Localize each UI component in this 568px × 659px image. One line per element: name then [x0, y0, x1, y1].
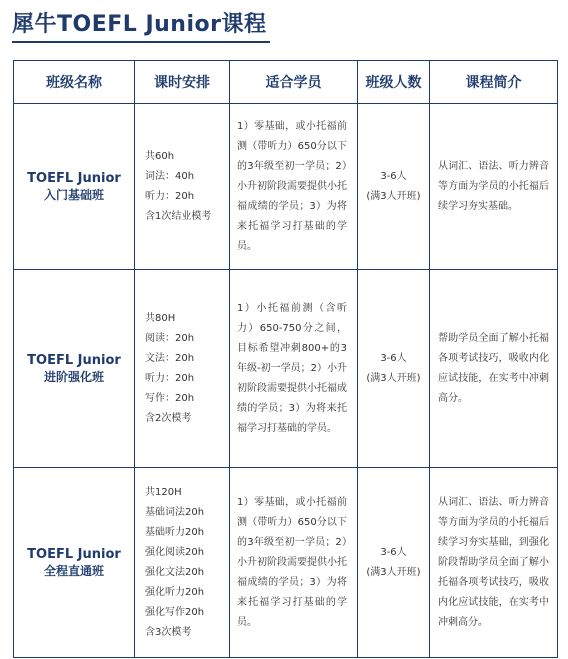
title-underline [12, 41, 270, 43]
schedule-line: 阅读：20h [145, 332, 195, 344]
schedule-line: 含3次模考 [145, 626, 192, 638]
schedule-cell [135, 270, 230, 468]
schedule-line: 含1次结业模考 [145, 210, 212, 222]
schedule-cell [135, 104, 230, 270]
class-size-cell [358, 468, 430, 658]
schedule-line: 共80H [145, 312, 176, 324]
header-class-name: 班级名称 [14, 61, 135, 104]
class-name-en: TOEFL Junior [27, 352, 121, 368]
schedule-line: 词法：40h [145, 170, 195, 182]
header-schedule: 课时安排 [135, 61, 230, 104]
class-size-note: (满3人开班) [366, 372, 421, 384]
schedule-line: 听力：20h [145, 190, 195, 202]
schedule-line: 强化写作20h [145, 606, 205, 618]
schedule-line: 写作：20h [145, 392, 195, 404]
schedule-line: 强化阅读20h [145, 546, 205, 558]
class-size-cell [358, 270, 430, 468]
header-students: 适合学员 [230, 61, 358, 104]
class-name-cn: 进阶强化班 [43, 369, 104, 384]
class-name-cell [14, 468, 135, 658]
class-size-note: (满3人开班) [366, 566, 421, 578]
table-row [14, 468, 558, 658]
intro-cell: 帮助学员全面了解小托福各项考试技巧，吸收内化应试技能，在实考中冲刺高分。 [430, 270, 558, 468]
schedule-line: 基础词法20h [145, 506, 205, 518]
class-size: 3-6人 [380, 170, 407, 182]
schedule-line: 基础听力20h [145, 526, 205, 538]
class-name-cn: 入门基础班 [43, 187, 104, 202]
class-size-cell [358, 104, 430, 270]
table-row [14, 270, 558, 468]
schedule-line: 强化听力20h [145, 586, 205, 598]
schedule-line: 文法：20h [145, 352, 195, 364]
schedule-cell [135, 468, 230, 658]
page-title: 犀牛TOEFL Junior课程 [12, 12, 267, 37]
class-size: 3-6人 [380, 352, 407, 364]
class-size: 3-6人 [380, 546, 407, 558]
header-class-size: 班级人数 [358, 61, 430, 104]
class-name-cn: 全程直通班 [43, 563, 104, 578]
class-size-note: (满3人开班) [366, 190, 421, 202]
schedule-line: 共120H [145, 486, 182, 498]
class-name-en: TOEFL Junior [27, 546, 121, 562]
schedule-line: 听力：20h [145, 372, 195, 384]
schedule-line: 共60h [145, 150, 175, 162]
table-header-row [14, 61, 558, 104]
table-row [14, 104, 558, 270]
header-intro: 课程简介 [430, 61, 558, 104]
class-name-cell [14, 270, 135, 468]
students-cell: 1）零基础，或小托福前测（带听力）650分以下的3年级至初一学员；2）小升初阶段需要提供小托福成绩的学员；3）为将来托福学习打基础的学员。 [230, 468, 358, 658]
class-name-en: TOEFL Junior [27, 170, 121, 186]
class-name-cell [14, 104, 135, 270]
schedule-line: 含2次模考 [145, 412, 192, 424]
intro-cell: 从词汇、语法、听力辨音等方面为学员的小托福后续学习夯实基础。 [430, 104, 558, 270]
schedule-line: 强化文法20h [145, 566, 205, 578]
intro-cell: 从词汇、语法、听力辨音等方面为学员的小托福后续学习夯实基础，到强化阶段帮助学员全面了解小托福各项考试技巧，吸收内化应试技能，在实考中冲刺高分。 [430, 468, 558, 658]
course-table [13, 60, 558, 658]
students-cell: 1）零基础，或小托福前测（带听力）650分以下的3年级至初一学员；2）小升初阶段需要提供小托福成绩的学员；3）为将来托福学习打基础的学员。 [230, 104, 358, 270]
students-cell: 1）小托福前测（含听力）650-750分之间，目标希望冲刺800+的3年级-初一学员；2）小升初阶段需要提供小托福成绩的学员；3）为将来托福学习打基础的学员。 [230, 270, 358, 468]
